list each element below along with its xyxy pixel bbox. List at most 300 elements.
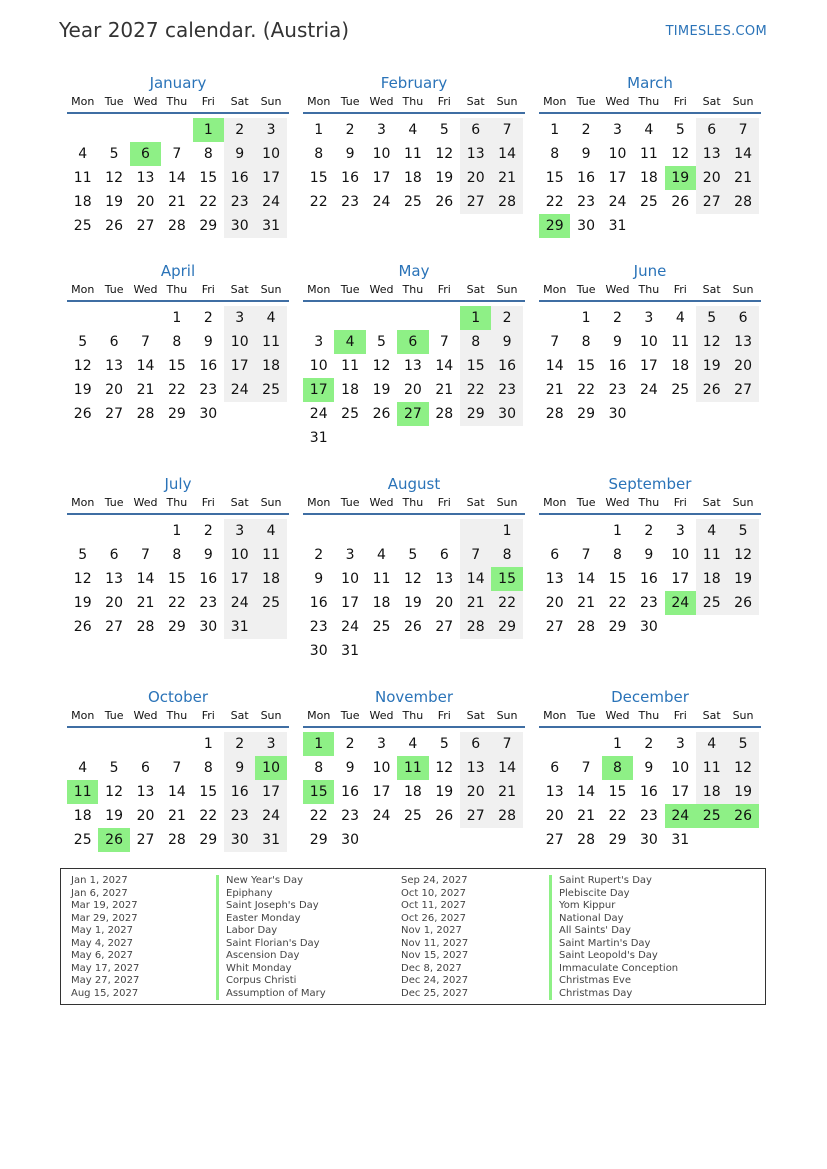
day-cell: 9 [613, 334, 622, 350]
day-cell: 22 [309, 808, 328, 824]
day-cell: 10 [372, 760, 391, 776]
holiday-day-cell: 24 [665, 804, 696, 828]
month-january [67, 72, 289, 238]
site-link[interactable]: TIMESLES.COM [665, 24, 767, 39]
day-cell: 29 [608, 619, 627, 635]
day-cell: 15 [199, 784, 218, 800]
holiday-day-cell: 15 [303, 780, 334, 804]
month-days [303, 302, 525, 450]
holiday-name: Yom Kippur [549, 900, 678, 913]
weekday-label: Tue [340, 709, 360, 722]
day-cell: 19 [73, 382, 92, 398]
day-cell: 17 [341, 595, 359, 611]
day-cell: 18 [403, 784, 422, 800]
day-cell: 9 [314, 571, 324, 587]
day-cell: 17 [372, 170, 391, 186]
day-cell: 27 [136, 218, 155, 234]
day-cell: 12 [671, 146, 690, 162]
month-days [67, 302, 289, 426]
holiday-name: New Year's Day [216, 875, 326, 888]
day-cell: 9 [235, 760, 245, 776]
day-cell: 7 [172, 760, 182, 776]
day-cell: 21 [136, 595, 155, 611]
holiday-name: Plebiscite Day [549, 888, 678, 901]
month-title: March [627, 74, 673, 92]
day-cell: 23 [199, 382, 218, 398]
day-cell: 14 [466, 571, 485, 587]
day-cell: 10 [341, 571, 359, 587]
holiday-name: Labor Day [216, 925, 326, 938]
holiday-day-cell: 24 [665, 591, 696, 615]
holiday-day-cell: 4 [334, 330, 365, 354]
weekday-label: Mon [307, 709, 331, 722]
weekday-label: Tue [104, 709, 124, 722]
day-cell: 24 [608, 194, 627, 210]
day-cell: 17 [608, 170, 627, 186]
day-cell: 18 [372, 595, 391, 611]
day-cell: 31 [608, 218, 627, 234]
day-cell: 12 [372, 358, 391, 374]
day-cell: 9 [502, 334, 512, 350]
day-cell: 31 [309, 430, 328, 446]
month-title: February [380, 74, 448, 92]
holiday-dates-right [401, 875, 468, 1000]
weekday-label: Mon [71, 95, 95, 108]
holiday-name: All Saints' Day [549, 925, 678, 938]
day-cell: 19 [73, 595, 92, 611]
weekday-label: Sun [496, 709, 518, 722]
day-cell: 5 [738, 523, 748, 539]
day-cell: 23 [230, 194, 249, 210]
day-cell: 12 [73, 358, 92, 374]
weekday-label: Sat [230, 709, 249, 722]
day-cell: 13 [466, 760, 485, 776]
day-cell: 1 [613, 736, 622, 752]
day-cell: 12 [73, 571, 92, 587]
day-cell: 5 [408, 547, 418, 563]
month-title: December [611, 688, 689, 706]
day-cell: 25 [702, 595, 721, 611]
day-cell: 19 [734, 571, 752, 587]
day-cell: 2 [581, 122, 591, 138]
weekday-label: Wed [369, 95, 394, 108]
weekday-label: Fri [437, 709, 451, 722]
day-cell: 26 [105, 218, 123, 234]
day-cell: 3 [377, 736, 386, 752]
day-cell: 30 [199, 619, 218, 635]
weekday-label: Sat [466, 496, 485, 509]
day-cell: 7 [141, 547, 150, 563]
weekday-label: Tue [340, 95, 360, 108]
day-cell: 9 [203, 547, 213, 563]
day-cell: 23 [199, 595, 218, 611]
weekday-label: Thu [638, 709, 660, 722]
holiday-name: Christmas Eve [549, 975, 678, 988]
holiday-name: National Day [549, 913, 678, 926]
holiday-day-cell: 27 [397, 402, 428, 426]
day-cell: 8 [172, 334, 182, 350]
weekday-label: Wed [369, 283, 394, 296]
holiday-date: Oct 11, 2027 [401, 900, 466, 911]
weekday-label: Thu [638, 95, 660, 108]
day-cell: 4 [707, 736, 717, 752]
weekday-label: Wed [133, 95, 158, 108]
day-cell: 22 [608, 595, 627, 611]
day-cell: 1 [502, 523, 512, 539]
day-cell: 22 [577, 382, 595, 398]
day-cell: 23 [309, 619, 328, 635]
day-cell: 22 [199, 194, 218, 210]
holiday-date: Dec 25, 2027 [401, 987, 469, 999]
day-cell: 30 [639, 832, 658, 848]
weekday-label: Mon [543, 496, 567, 509]
day-cell: 8 [471, 334, 481, 350]
day-cell: 5 [78, 547, 88, 563]
weekday-label: Thu [166, 283, 188, 296]
weekday-label: Tue [104, 283, 124, 296]
weekday-label: Sat [702, 709, 721, 722]
holiday-day-cell: 1 [303, 732, 334, 756]
day-cell: 16 [199, 571, 218, 587]
month-june [539, 260, 761, 426]
day-cell: 23 [608, 382, 627, 398]
day-cell: 5 [377, 334, 386, 350]
day-cell: 11 [671, 334, 690, 350]
weekday-label: Sun [732, 496, 754, 509]
day-cell: 14 [545, 358, 564, 374]
weekday-label: Sat [702, 283, 721, 296]
day-cell: 26 [73, 619, 92, 635]
day-cell: 14 [136, 358, 155, 374]
holiday-date: May 4, 2027 [71, 937, 134, 949]
day-cell: 4 [78, 146, 88, 162]
holiday-day-cell: 26 [98, 828, 129, 852]
weekday-label: Sat [466, 709, 485, 722]
holiday-name: Ascension Day [216, 950, 326, 963]
day-cell: 11 [262, 547, 280, 563]
day-cell: 27 [466, 194, 485, 210]
month-february [303, 72, 525, 214]
day-cell: 3 [613, 122, 622, 138]
day-cell: 1 [314, 122, 324, 138]
day-cell: 20 [545, 808, 564, 824]
day-cell: 14 [435, 358, 454, 374]
month-title: October [147, 688, 209, 706]
day-cell: 2 [203, 310, 213, 326]
day-cell: 23 [639, 808, 658, 824]
holiday-date: Nov 1, 2027 [401, 925, 462, 936]
day-cell: 17 [671, 784, 690, 800]
day-cell: 11 [403, 146, 422, 162]
day-cell: 10 [230, 334, 249, 350]
month-title: August [387, 475, 441, 493]
day-cell: 20 [136, 194, 155, 210]
day-cell: 16 [639, 571, 658, 587]
holiday-day-cell: 11 [397, 756, 428, 780]
day-cell: 6 [109, 547, 119, 563]
holiday-name: Saint Florian's Day [216, 938, 326, 951]
day-cell: 25 [262, 382, 280, 398]
day-cell: 9 [644, 760, 654, 776]
day-cell: 13 [435, 571, 454, 587]
holiday-name: Easter Monday [216, 913, 326, 926]
day-cell: 3 [235, 523, 245, 539]
day-cell: 12 [734, 547, 752, 563]
day-cell: 7 [471, 547, 481, 563]
weekday-label: Thu [166, 95, 188, 108]
weekday-header [67, 708, 289, 728]
day-cell: 15 [167, 571, 186, 587]
month-march [539, 72, 761, 238]
day-cell: 6 [439, 547, 449, 563]
day-cell: 14 [167, 170, 186, 186]
weekday-label: Mon [543, 283, 567, 296]
weekday-label: Tue [576, 283, 596, 296]
day-cell: 18 [671, 358, 690, 374]
day-cell: 17 [262, 784, 280, 800]
day-cell: 17 [372, 784, 391, 800]
weekday-header [67, 282, 289, 302]
day-cell: 5 [738, 736, 748, 752]
weekday-label: Mon [307, 283, 331, 296]
weekday-label: Thu [638, 496, 660, 509]
day-cell: 23 [639, 595, 658, 611]
day-cell: 12 [105, 170, 123, 186]
day-cell: 2 [235, 122, 245, 138]
weekday-header [303, 708, 525, 728]
day-cell: 22 [608, 808, 627, 824]
month-title: September [608, 475, 692, 493]
weekday-header [303, 495, 525, 515]
weekday-label: Wed [133, 283, 158, 296]
day-cell: 2 [613, 310, 622, 326]
day-cell: 1 [203, 736, 213, 752]
weekday-label: Thu [638, 283, 660, 296]
weekday-label: Wed [605, 283, 630, 296]
day-cell: 16 [341, 784, 359, 800]
weekday-label: Tue [576, 496, 596, 509]
day-cell: 19 [105, 808, 123, 824]
day-cell: 28 [498, 194, 516, 210]
day-cell: 21 [435, 382, 454, 398]
holiday-day-cell: 8 [602, 756, 633, 780]
day-cell: 6 [471, 122, 481, 138]
holiday-name: Immaculate Conception [549, 963, 678, 976]
day-cell: 24 [309, 406, 328, 422]
day-cell: 6 [707, 122, 717, 138]
holiday-name: Saint Rupert's Day [549, 875, 678, 888]
day-cell: 13 [545, 784, 564, 800]
day-cell: 1 [550, 122, 560, 138]
holiday-day-cell: 1 [460, 306, 491, 330]
weekday-header [67, 94, 289, 114]
holiday-day-cell: 19 [665, 166, 696, 190]
day-cell: 30 [230, 832, 249, 848]
day-cell: 8 [203, 760, 213, 776]
day-cell: 8 [172, 547, 182, 563]
weekday-label: Sat [466, 283, 485, 296]
day-cell: 24 [372, 194, 391, 210]
day-cell: 28 [136, 406, 155, 422]
day-cell: 30 [608, 406, 627, 422]
day-cell: 25 [639, 194, 658, 210]
holiday-day-cell: 1 [193, 118, 224, 142]
day-cell: 6 [471, 736, 481, 752]
day-cell: 26 [403, 619, 422, 635]
day-cell: 2 [314, 547, 324, 563]
day-cell: 20 [105, 382, 123, 398]
day-cell: 10 [671, 760, 690, 776]
day-cell: 13 [702, 146, 721, 162]
day-cell: 5 [675, 122, 685, 138]
day-cell: 3 [644, 310, 654, 326]
day-cell: 8 [613, 547, 622, 563]
weekday-header [539, 708, 761, 728]
holiday-day-cell: 10 [255, 756, 286, 780]
day-cell: 11 [341, 358, 359, 374]
day-cell: 11 [73, 170, 92, 186]
day-cell: 17 [262, 170, 280, 186]
day-cell: 28 [435, 406, 454, 422]
holiday-name: Whit Monday [216, 963, 326, 976]
day-cell: 24 [262, 808, 280, 824]
day-cell: 25 [341, 406, 359, 422]
weekday-label: Sat [230, 283, 249, 296]
day-cell: 1 [613, 523, 622, 539]
day-cell: 29 [199, 832, 218, 848]
day-cell: 4 [675, 310, 685, 326]
day-cell: 22 [498, 595, 516, 611]
day-cell: 11 [702, 547, 721, 563]
day-cell: 16 [230, 170, 249, 186]
day-cell: 6 [738, 310, 748, 326]
holiday-date: Oct 10, 2027 [401, 887, 466, 899]
holiday-name: Christmas Day [549, 988, 678, 1001]
day-cell: 10 [639, 334, 658, 350]
day-cell: 12 [435, 146, 454, 162]
month-title: May [398, 262, 430, 280]
day-cell: 15 [545, 170, 564, 186]
weekday-label: Wed [605, 95, 630, 108]
month-october [67, 686, 289, 852]
holiday-day-cell: 11 [67, 780, 98, 804]
weekday-label: Fri [201, 95, 215, 108]
day-cell: 22 [466, 382, 485, 398]
day-cell: 26 [671, 194, 690, 210]
day-cell: 29 [199, 218, 218, 234]
day-cell: 24 [262, 194, 280, 210]
holiday-date: Nov 11, 2027 [401, 937, 469, 949]
month-title: November [374, 688, 454, 706]
day-cell: 3 [675, 523, 685, 539]
holiday-name: Corpus Christi [216, 975, 326, 988]
day-cell: 16 [230, 784, 249, 800]
day-cell: 4 [78, 760, 88, 776]
month-september [539, 473, 761, 639]
day-cell: 15 [608, 571, 627, 587]
day-cell: 26 [73, 406, 92, 422]
month-july [67, 473, 289, 639]
month-title: January [149, 74, 207, 92]
day-cell: 2 [345, 736, 355, 752]
day-cell: 22 [545, 194, 564, 210]
month-may [303, 260, 525, 450]
day-cell: 11 [639, 146, 658, 162]
day-cell: 19 [105, 194, 123, 210]
day-cell: 21 [545, 382, 564, 398]
holiday-day-cell: 6 [397, 330, 428, 354]
day-cell: 31 [671, 832, 690, 848]
day-cell: 18 [702, 784, 721, 800]
month-days [539, 728, 761, 852]
day-cell: 14 [167, 784, 186, 800]
day-cell: 19 [702, 358, 721, 374]
weekday-label: Tue [104, 95, 124, 108]
day-cell: 12 [435, 760, 454, 776]
weekday-label: Sun [260, 95, 282, 108]
day-cell: 25 [73, 218, 92, 234]
holiday-date: Mar 19, 2027 [71, 900, 138, 911]
day-cell: 22 [199, 808, 218, 824]
day-cell: 3 [266, 122, 276, 138]
day-cell: 29 [167, 406, 186, 422]
day-cell: 10 [230, 547, 249, 563]
weekday-label: Mon [71, 496, 95, 509]
day-cell: 26 [435, 808, 454, 824]
day-cell: 7 [502, 122, 512, 138]
holiday-date: Jan 1, 2027 [71, 875, 128, 886]
day-cell: 25 [671, 382, 690, 398]
day-cell: 29 [498, 619, 516, 635]
day-cell: 13 [734, 334, 752, 350]
day-cell: 7 [172, 146, 182, 162]
weekday-label: Wed [605, 496, 630, 509]
day-cell: 20 [105, 595, 123, 611]
day-cell: 31 [230, 619, 249, 635]
day-cell: 30 [230, 218, 249, 234]
day-cell: 25 [262, 595, 280, 611]
day-cell: 1 [172, 523, 182, 539]
day-cell: 4 [644, 122, 654, 138]
day-cell: 18 [639, 170, 658, 186]
weekday-label: Tue [576, 709, 596, 722]
day-cell: 7 [581, 760, 591, 776]
day-cell: 8 [550, 146, 560, 162]
holiday-date: May 27, 2027 [71, 975, 140, 986]
day-cell: 28 [498, 808, 516, 824]
day-cell: 13 [545, 571, 564, 587]
day-cell: 9 [345, 146, 355, 162]
weekday-label: Mon [307, 95, 331, 108]
day-cell: 18 [73, 194, 92, 210]
weekday-label: Tue [104, 496, 124, 509]
day-cell: 17 [230, 571, 249, 587]
day-cell: 20 [466, 784, 485, 800]
day-cell: 24 [639, 382, 658, 398]
day-cell: 10 [608, 146, 627, 162]
holiday-name: Saint Leopold's Day [549, 950, 678, 963]
holiday-day-cell: 29 [539, 214, 570, 238]
weekday-label: Fri [673, 95, 687, 108]
weekday-label: Wed [369, 709, 394, 722]
day-cell: 8 [203, 146, 213, 162]
month-days [303, 114, 525, 214]
day-cell: 29 [608, 832, 627, 848]
day-cell: 30 [199, 406, 218, 422]
day-cell: 12 [105, 784, 123, 800]
day-cell: 21 [167, 808, 186, 824]
day-cell: 7 [502, 736, 512, 752]
